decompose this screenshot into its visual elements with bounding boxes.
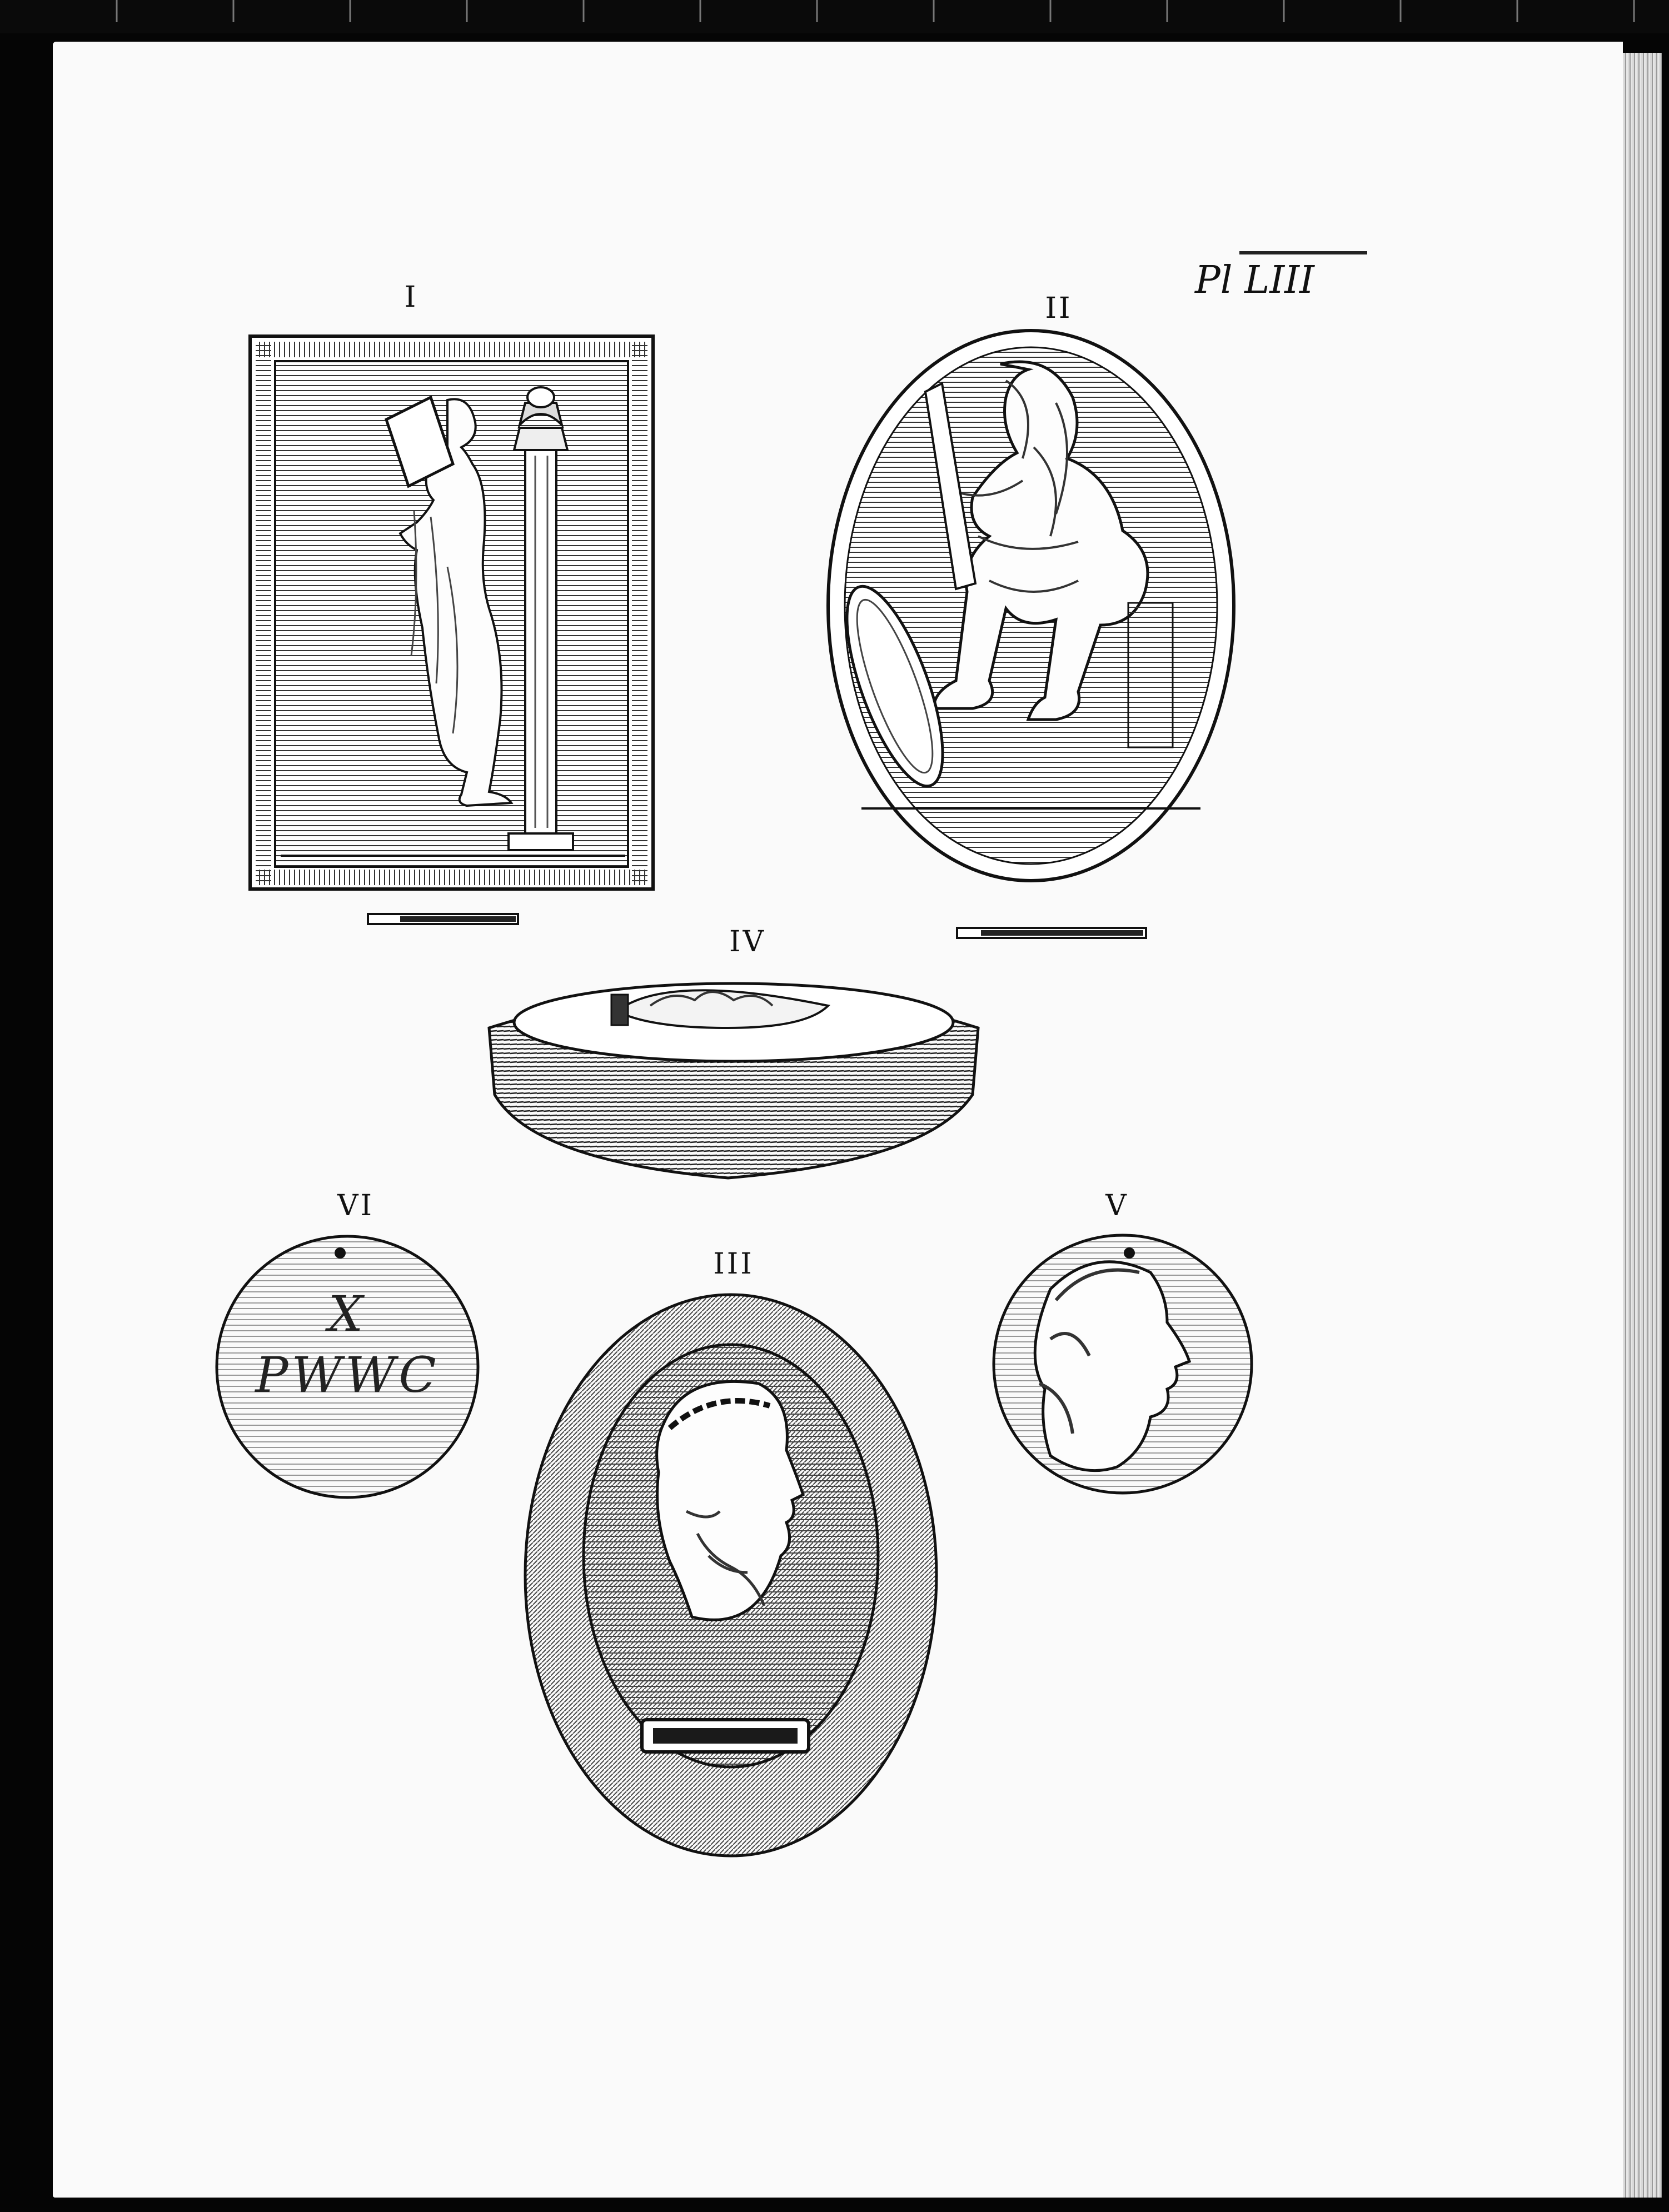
figure-numeral-i: I (404, 281, 419, 314)
figure-vi-inscription: X PWWC (255, 1285, 440, 1404)
plate-number-rule (1239, 247, 1367, 258)
figure-iii-engraving (520, 1289, 942, 1861)
figure-numeral-vi: VI (337, 1189, 375, 1222)
figure-iv-engraving (484, 967, 984, 1189)
figure-i-engraving (247, 333, 659, 900)
figure-numeral-v: V (1105, 1189, 1129, 1222)
figure-v-engraving (989, 1228, 1256, 1500)
figure-i-scale-bar (367, 911, 520, 928)
figure-numeral-ii: II (1045, 292, 1073, 325)
figure-ii-engraving (823, 325, 1239, 886)
scanner-ruler (0, 0, 1669, 33)
figure-ii-scale-bar (956, 925, 1148, 942)
figure-numeral-iv: IV (729, 925, 766, 958)
figure-numeral-iii: III (713, 1247, 754, 1281)
plate-number: Pl LIII (1195, 258, 1314, 302)
